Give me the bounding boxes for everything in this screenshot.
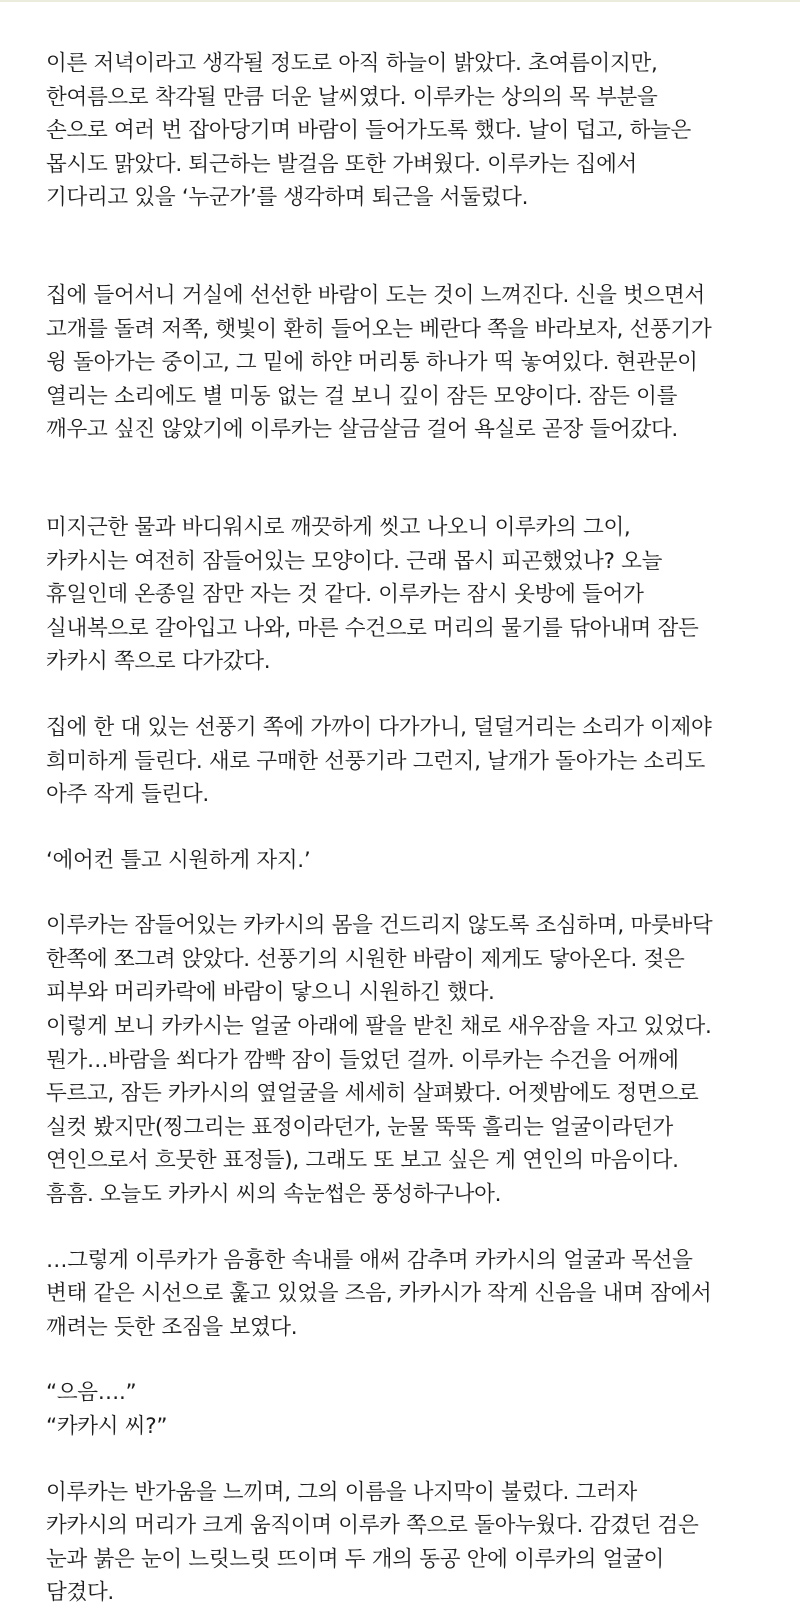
text-line: 고개를 돌려 저쪽, 햇빛이 환히 들어오는 베란다 쪽을 바라보자, 선풍기가 bbox=[46, 316, 712, 342]
paragraph-gap bbox=[46, 877, 762, 909]
text-line: 실컷 봤지만(찡그리는 표정이라던가, 눈물 뚝뚝 흘리는 얼굴이라던가 bbox=[46, 1114, 673, 1140]
paragraph-gap bbox=[46, 215, 762, 279]
paragraph-gap bbox=[46, 812, 762, 844]
text-line: 집에 들어서니 거실에 선선한 바람이 도는 것이 느껴진다. 신을 벗으면서 bbox=[46, 282, 705, 308]
text-line: “카카시 씨?” bbox=[46, 1414, 168, 1439]
paragraph-9 bbox=[46, 1476, 762, 1610]
text-line: 휴일인데 온종일 잠만 자는 것 같다. 이루카는 잠시 옷방에 들어가 bbox=[46, 582, 644, 608]
text-line: 깨려는 듯한 조짐을 보였다. bbox=[46, 1314, 298, 1340]
paragraph-7 bbox=[46, 1244, 762, 1345]
paragraph-1 bbox=[46, 47, 762, 215]
text-line: 아주 작게 들린다. bbox=[46, 782, 209, 808]
text-line: 카카시의 머리가 크게 움직이며 이루카 쪽으로 돌아누웠다. 감겼던 검은 bbox=[46, 1513, 699, 1539]
paragraph-8 bbox=[46, 1376, 762, 1443]
text-line: 몹시도 맑았다. 퇴근하는 발걸음 또한 가벼웠다. 이루카는 집에서 bbox=[46, 151, 638, 177]
paragraph-4 bbox=[46, 711, 762, 812]
text-line: …그렇게 이루카가 음흉한 속내를 애써 감추며 카카시의 얼굴과 목선을 bbox=[46, 1247, 693, 1273]
paragraph-gap bbox=[46, 679, 762, 711]
paragraph-3 bbox=[46, 511, 762, 679]
text-line: 연인으로서 흐뭇한 표정들), 그래도 또 보고 싶은 게 연인의 마음이다. bbox=[46, 1148, 679, 1174]
text-line: 집에 한 대 있는 선풍기 쪽에 가까이 다가가니, 덜덜거리는 소리가 이제야 bbox=[46, 714, 712, 740]
paragraph-5 bbox=[46, 844, 762, 878]
story-text bbox=[46, 47, 762, 1610]
text-line: 이루카는 잠들어있는 카카시의 몸을 건드리지 않도록 조심하며, 마룻바닥 bbox=[46, 913, 713, 939]
text-line: 실내복으로 갈아입고 나와, 마른 수건으로 머리의 물기를 닦아내며 잠든 bbox=[46, 615, 699, 641]
text-line: 한여름으로 착각될 만큼 더운 날씨였다. 이루카는 상의의 목 부분을 bbox=[46, 84, 658, 110]
text-line: 카카시 쪽으로 다가갔다. bbox=[46, 649, 271, 675]
text-line: 피부와 머리카락에 바람이 닿으니 시원하긴 했다. bbox=[46, 980, 495, 1006]
paragraph-gap bbox=[46, 1444, 762, 1476]
text-line: 뭔가…바람을 쐬다가 깜빡 잠이 들었던 걸까. 이루카는 수건을 어깨에 bbox=[46, 1047, 679, 1073]
text-line: 담겼다. bbox=[46, 1580, 114, 1606]
text-line: 두르고, 잠든 카카시의 옆얼굴을 세세히 살펴봤다. 어젯밤에도 정면으로 bbox=[46, 1081, 699, 1107]
paragraph-gap bbox=[46, 1344, 762, 1376]
text-line: 미지근한 물과 바디워시로 깨끗하게 씻고 나오니 이루카의 그이, bbox=[46, 514, 631, 540]
text-line: 깨우고 싶진 않았기에 이루카는 살금살금 걸어 욕실로 곧장 들어갔다. bbox=[46, 417, 678, 443]
text-line: 기다리고 있을 ‘누군가’를 생각하며 퇴근을 서둘렀다. bbox=[46, 185, 529, 211]
paragraph-2 bbox=[46, 279, 762, 447]
text-line: 변태 같은 시선으로 훑고 있었을 즈음, 카카시가 작게 신음을 내며 잠에서 bbox=[46, 1281, 712, 1307]
text-line: 흠흠. 오늘도 카카시 씨의 속눈썹은 풍성하구나아. bbox=[46, 1182, 502, 1208]
text-line: 이렇게 보니 카카시는 얼굴 아래에 팔을 받친 채로 새우잠을 자고 있었다. bbox=[46, 1014, 712, 1040]
text-line: 희미하게 들린다. 새로 구매한 선풍기라 그런지, 날개가 돌아가는 소리도 bbox=[46, 748, 705, 774]
top-divider bbox=[0, 0, 800, 2]
text-line: 열리는 소리에도 별 미동 없는 걸 보니 깊이 잠든 모양이다. 잠든 이를 bbox=[46, 383, 678, 409]
text-line: 한쪽에 쪼그려 앉았다. 선풍기의 시원한 바람이 제게도 닿아온다. 젖은 bbox=[46, 946, 685, 972]
paragraph-gap bbox=[46, 1212, 762, 1244]
text-line: “으음….” bbox=[46, 1380, 137, 1406]
paragraph-6 bbox=[46, 909, 762, 1211]
text-line: 카카시는 여전히 잠들어있는 모양이다. 근래 몹시 피곤했었나? 오늘 bbox=[46, 548, 663, 574]
text-line: ‘에어컨 틀고 시원하게 자지.’ bbox=[46, 847, 311, 873]
text-line: 이른 저녁이라고 생각될 정도로 아직 하늘이 밝았다. 초여름이지만, bbox=[46, 51, 658, 76]
text-line: 손으로 여러 번 잡아당기며 바람이 들어가도록 했다. 날이 덥고, 하늘은 bbox=[46, 118, 692, 144]
text-line: 윙 돌아가는 중이고, 그 밑에 하얀 머리통 하나가 띡 놓여있다. 현관문이 bbox=[46, 350, 698, 376]
text-line: 이루카는 반가움을 느끼며, 그의 이름을 나지막이 불렀다. 그러자 bbox=[46, 1479, 638, 1505]
text-line: 눈과 붉은 눈이 느릿느릿 뜨이며 두 개의 동공 안에 이루카의 얼굴이 bbox=[46, 1546, 665, 1572]
paragraph-gap bbox=[46, 447, 762, 511]
